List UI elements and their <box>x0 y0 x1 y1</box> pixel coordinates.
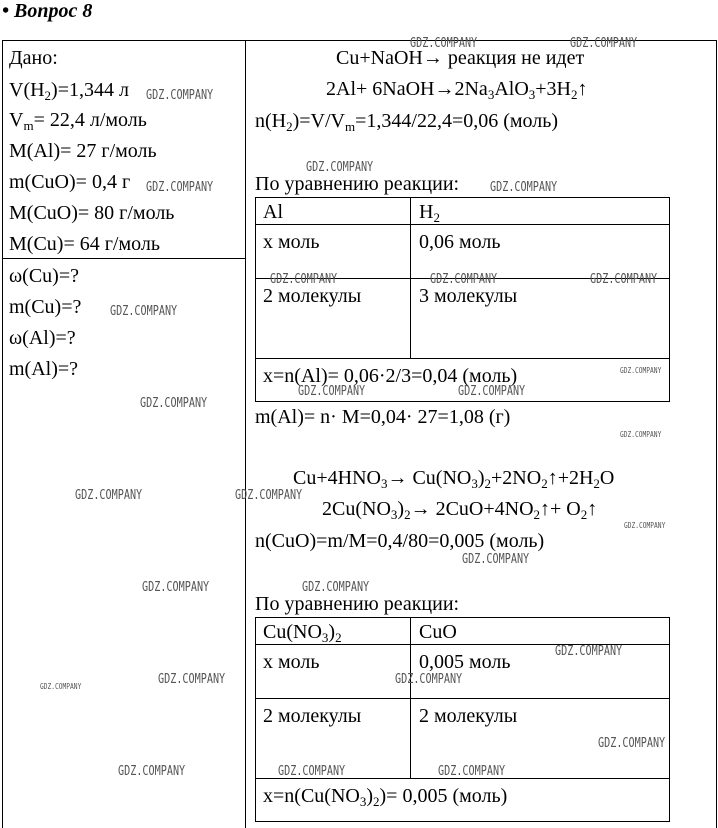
question-title: • Вопрос 8 <box>2 0 93 22</box>
table-header-al: Al <box>263 201 283 223</box>
watermark: GDZ.COMPANY <box>302 580 370 595</box>
equation-al-naoh: $2Al+ 6NaOH\to 2Na_3AlO_3+3H_2↑$ <box>326 78 588 102</box>
watermark: GDZ.COMPANY <box>624 521 666 530</box>
given-line: $V_m= 22,4$ л/моль <box>9 109 147 133</box>
given-line: M(Cu)= 64 г/моль <box>9 233 160 255</box>
table-cell: 3 молекулы <box>419 285 518 307</box>
watermark: GDZ.COMPANY <box>458 384 526 399</box>
find-item: m(Al)=? <box>9 358 79 380</box>
table-border <box>255 358 670 359</box>
equation-decomposition: $2Cu(NO_3)_2\to$ $2CuO+4NO_2↑+$ $O_2↑$ <box>322 498 598 522</box>
m-al-calculation: m(Al)= n· M=0,04· 27=1,08 (г) <box>255 406 511 428</box>
watermark: GDZ.COMPANY <box>278 764 346 779</box>
given-line: M(Al)= 27 г/моль <box>9 140 157 162</box>
find-item: ω(Al)=? <box>9 327 76 349</box>
table-cell: x моль <box>263 651 320 673</box>
given-line: m(CuO)= 0,4 г <box>9 171 131 193</box>
given-line: $V(H_2)=1,344$ л <box>9 79 129 103</box>
watermark: GDZ.COMPANY <box>270 272 338 287</box>
watermark: GDZ.COMPANY <box>158 672 226 687</box>
table-header-h2: $H_2$ <box>419 201 440 225</box>
table-cell: 0,06 моль <box>419 231 501 253</box>
table-cell: 0,005 моль <box>419 651 511 673</box>
watermark: GDZ.COMPANY <box>395 672 463 687</box>
watermark: GDZ.COMPANY <box>146 88 214 103</box>
table-border <box>410 617 411 778</box>
watermark: GDZ.COMPANY <box>142 580 210 595</box>
watermark: GDZ.COMPANY <box>235 488 303 503</box>
table-border <box>255 401 670 402</box>
watermark: GDZ.COMPANY <box>590 272 658 287</box>
table-border <box>255 617 256 822</box>
table-header-cuo: CuO <box>419 621 457 643</box>
find-item: m(Cu)=? <box>9 296 82 318</box>
equation-cu-hno3: $Cu+4HNO_3\to$ $Cu(NO_3)_2+2NO_2↑+2H_2O$ <box>293 467 615 491</box>
watermark: GDZ.COMPANY <box>462 552 530 567</box>
equation-cu-naoh: Cu+NaOH→ реакция не идет <box>336 47 585 69</box>
table-result: $x=n(Cu(NO_3)_2)= 0,005$ (моль) <box>263 785 508 809</box>
n-h2-calculation: $n(H_2)=V/V_m=1,344/22,4=0,06$ (моль) <box>255 110 559 134</box>
table-border <box>669 617 670 822</box>
watermark: GDZ.COMPANY <box>110 304 178 319</box>
given-find-divider <box>2 258 245 259</box>
table-border <box>255 698 670 699</box>
watermark: GDZ.COMPANY <box>620 366 662 375</box>
column-divider <box>245 40 246 828</box>
table-cell: x моль <box>263 231 320 253</box>
given-header: Дано: <box>9 47 58 69</box>
watermark: GDZ.COMPANY <box>140 396 208 411</box>
table-cell: 2 молекулы <box>419 705 518 727</box>
frame-left <box>2 40 3 828</box>
watermark: GDZ.COMPANY <box>570 36 638 51</box>
table-cell: 2 молекулы <box>263 705 362 727</box>
table-border <box>669 197 670 402</box>
table-result: x=n(Al)= 0,06·2/3=0,04 (моль) <box>263 365 518 387</box>
by-equation-label: По уравнению реакции: <box>255 173 460 195</box>
table-border <box>255 197 670 198</box>
watermark: GDZ.COMPANY <box>555 644 623 659</box>
table-border <box>255 224 670 225</box>
watermark: GDZ.COMPANY <box>75 488 143 503</box>
n-cuo-calculation: n(CuO)=m/M=0,4/80=0,005 (моль) <box>255 530 545 552</box>
watermark: GDZ.COMPANY <box>410 36 478 51</box>
table-border <box>255 197 256 402</box>
watermark: GDZ.COMPANY <box>306 160 374 175</box>
watermark: GDZ.COMPANY <box>620 430 662 439</box>
watermark: GDZ.COMPANY <box>490 180 558 195</box>
table-header-cuno32: $Cu(NO_3)_2$ <box>263 621 342 645</box>
table-border <box>410 197 411 358</box>
find-item: ω(Cu)=? <box>9 265 79 287</box>
watermark: GDZ.COMPANY <box>438 764 506 779</box>
table-cell: 2 молекулы <box>263 285 362 307</box>
watermark: GDZ.COMPANY <box>118 764 186 779</box>
watermark: GDZ.COMPANY <box>40 682 82 691</box>
frame-right <box>716 40 717 828</box>
watermark: GDZ.COMPANY <box>146 180 214 195</box>
watermark: GDZ.COMPANY <box>598 736 666 751</box>
given-line: M(CuO)= 80 г/моль <box>9 202 175 224</box>
watermark: GDZ.COMPANY <box>298 384 366 399</box>
table-border <box>255 821 670 822</box>
watermark: GDZ.COMPANY <box>430 272 498 287</box>
by-equation-label: По уравнению реакции: <box>255 593 460 615</box>
table-border <box>255 617 670 618</box>
